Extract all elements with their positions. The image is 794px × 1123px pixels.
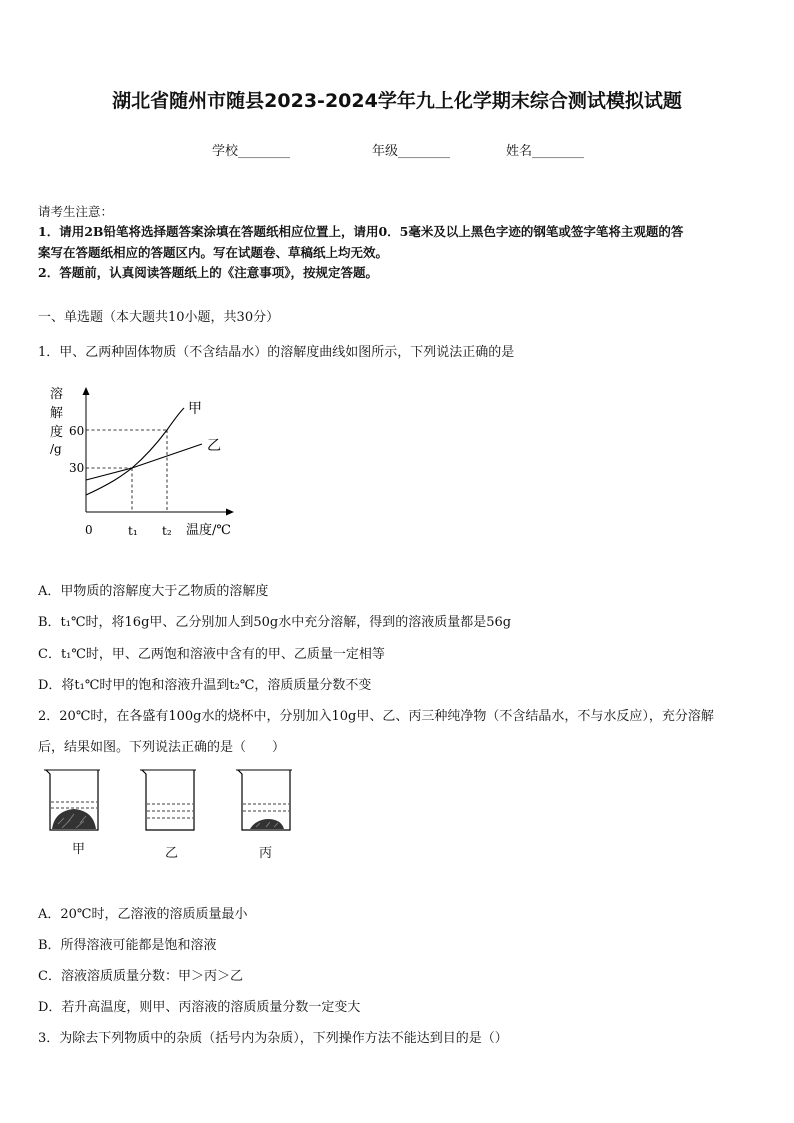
q2-option-b: B．所得溶液可能都是饱和溶液: [38, 938, 217, 953]
q1-option-b: B．t₁℃时，将16g甲、乙分别加人到50g水中充分溶解，得到的溶液质量都是56g: [38, 615, 512, 630]
school-field: 学校________: [212, 144, 291, 159]
question-1-stem: 1．甲、乙两种固体物质（不含结晶水）的溶解度曲线如图所示，下列说法正确的是: [38, 345, 515, 360]
y-label-1: 溶: [50, 387, 64, 402]
q2-option-a: A．20℃时，乙溶液的溶质质量最小: [38, 907, 248, 922]
section-heading: 一、单选题（本大题共10小题，共30分）: [38, 310, 280, 325]
q1-option-d: D．将t₁℃时甲的饱和溶液升温到t₂℃，溶质质量分数不变: [38, 678, 372, 693]
sediment-bing: [250, 819, 284, 829]
beaker-label-bing: 丙: [259, 846, 273, 861]
q1-option-c: C．t₁℃时，甲、乙两饱和溶液中含有的甲、乙质量一定相等: [38, 647, 385, 662]
notice-line-1a: 1．请用2B铅笔将选择题答案涂填在答题纸相应位置上，请用0．5毫米及以上黑色字迹的钢笔或签字笔将主观题的答: [38, 224, 684, 239]
curve-jia: [86, 408, 184, 495]
question-3-stem: 3．为除去下列物质中的杂质（括号内为杂质），下列操作方法不能达到目的是（）: [38, 1031, 508, 1046]
q2-option-c: C．溶液溶质质量分数：甲＞丙＞乙: [38, 969, 243, 984]
q2-option-d: D．若升高温度，则甲、丙溶液的溶质质量分数一定变大: [38, 1000, 361, 1015]
x-axis-label: 温度/℃: [186, 523, 231, 538]
notice-heading: 请考生注意：: [38, 204, 114, 219]
page-title: 湖北省随州市随县2023-2024学年九上化学期末综合测试模拟试题: [112, 90, 682, 112]
question-2-stem-line-2: 后，结果如图。下列说法正确的是（ ）: [38, 740, 286, 755]
origin-label: 0: [85, 523, 93, 537]
q1-option-a: A．甲物质的溶解度大于乙物质的溶解度: [38, 584, 269, 599]
y-label-3: 度: [50, 425, 64, 440]
notice-line-1b: 案写在答题纸相应的答题区内。写在试题卷、草稿纸上均无效。: [38, 245, 389, 260]
x-axis-arrow: [226, 509, 234, 516]
y-axis-arrow: [83, 387, 90, 395]
beaker-yi: [140, 770, 196, 830]
beaker-label-jia: 甲: [72, 842, 86, 857]
solubility-curve-graph: [40, 380, 250, 545]
beaker-jia: [44, 770, 100, 830]
curve-jia-label: 甲: [188, 401, 202, 417]
tick-30: 30: [69, 461, 85, 475]
curve-yi-label: 乙: [207, 438, 221, 454]
tick-t1: t₁: [128, 524, 138, 538]
notice-line-2: 2．答题前，认真阅读答题纸上的《注意事项》，按规定答题。: [38, 265, 378, 280]
beakers-figure: [40, 766, 300, 838]
grade-field: 年级________: [372, 144, 451, 159]
tick-60: 60: [69, 424, 85, 438]
curve-yi: [86, 444, 202, 480]
y-label-4: /g: [50, 442, 62, 456]
name-field: 姓名________: [506, 144, 585, 159]
y-label-2: 解: [50, 406, 64, 421]
beaker-label-yi: 乙: [165, 846, 179, 861]
question-2-stem-line-1: 2．20℃时，在各盛有100g水的烧杯中，分别加入10g甲、乙、丙三种纯净物（不含结晶水，不与水反应），充分溶解: [38, 709, 714, 724]
sediment-jia: [52, 809, 96, 829]
beaker-bing: [236, 770, 292, 830]
tick-t2: t₂: [162, 524, 172, 538]
